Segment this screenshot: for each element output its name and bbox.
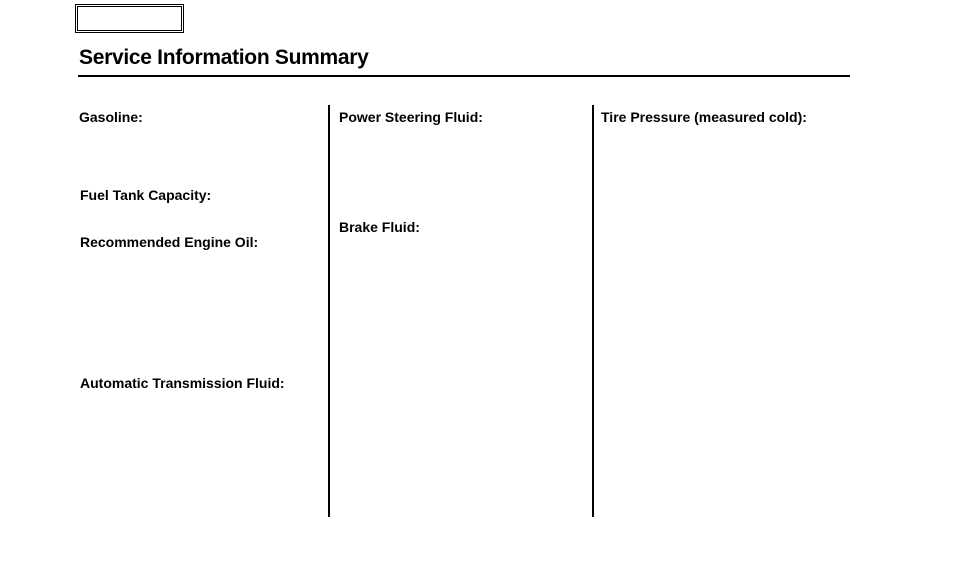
header-tab-box [75,4,184,33]
power-steering-fluid-label: Power Steering Fluid: [339,109,483,125]
title-underline [78,75,850,77]
column-divider-1 [328,105,330,517]
recommended-engine-oil-label: Recommended Engine Oil: [80,234,259,250]
brake-fluid-label: Brake Fluid: [339,219,420,235]
column-divider-2 [592,105,594,517]
automatic-transmission-fluid-label: Automatic Transmission Fluid: [80,375,285,391]
tire-pressure-label: Tire Pressure (measured cold): [601,109,807,125]
page-title: Service Information Summary [79,46,369,69]
fuel-tank-capacity-label: Fuel Tank Capacity: [80,187,212,203]
gasoline-label: Gasoline: [79,109,143,125]
